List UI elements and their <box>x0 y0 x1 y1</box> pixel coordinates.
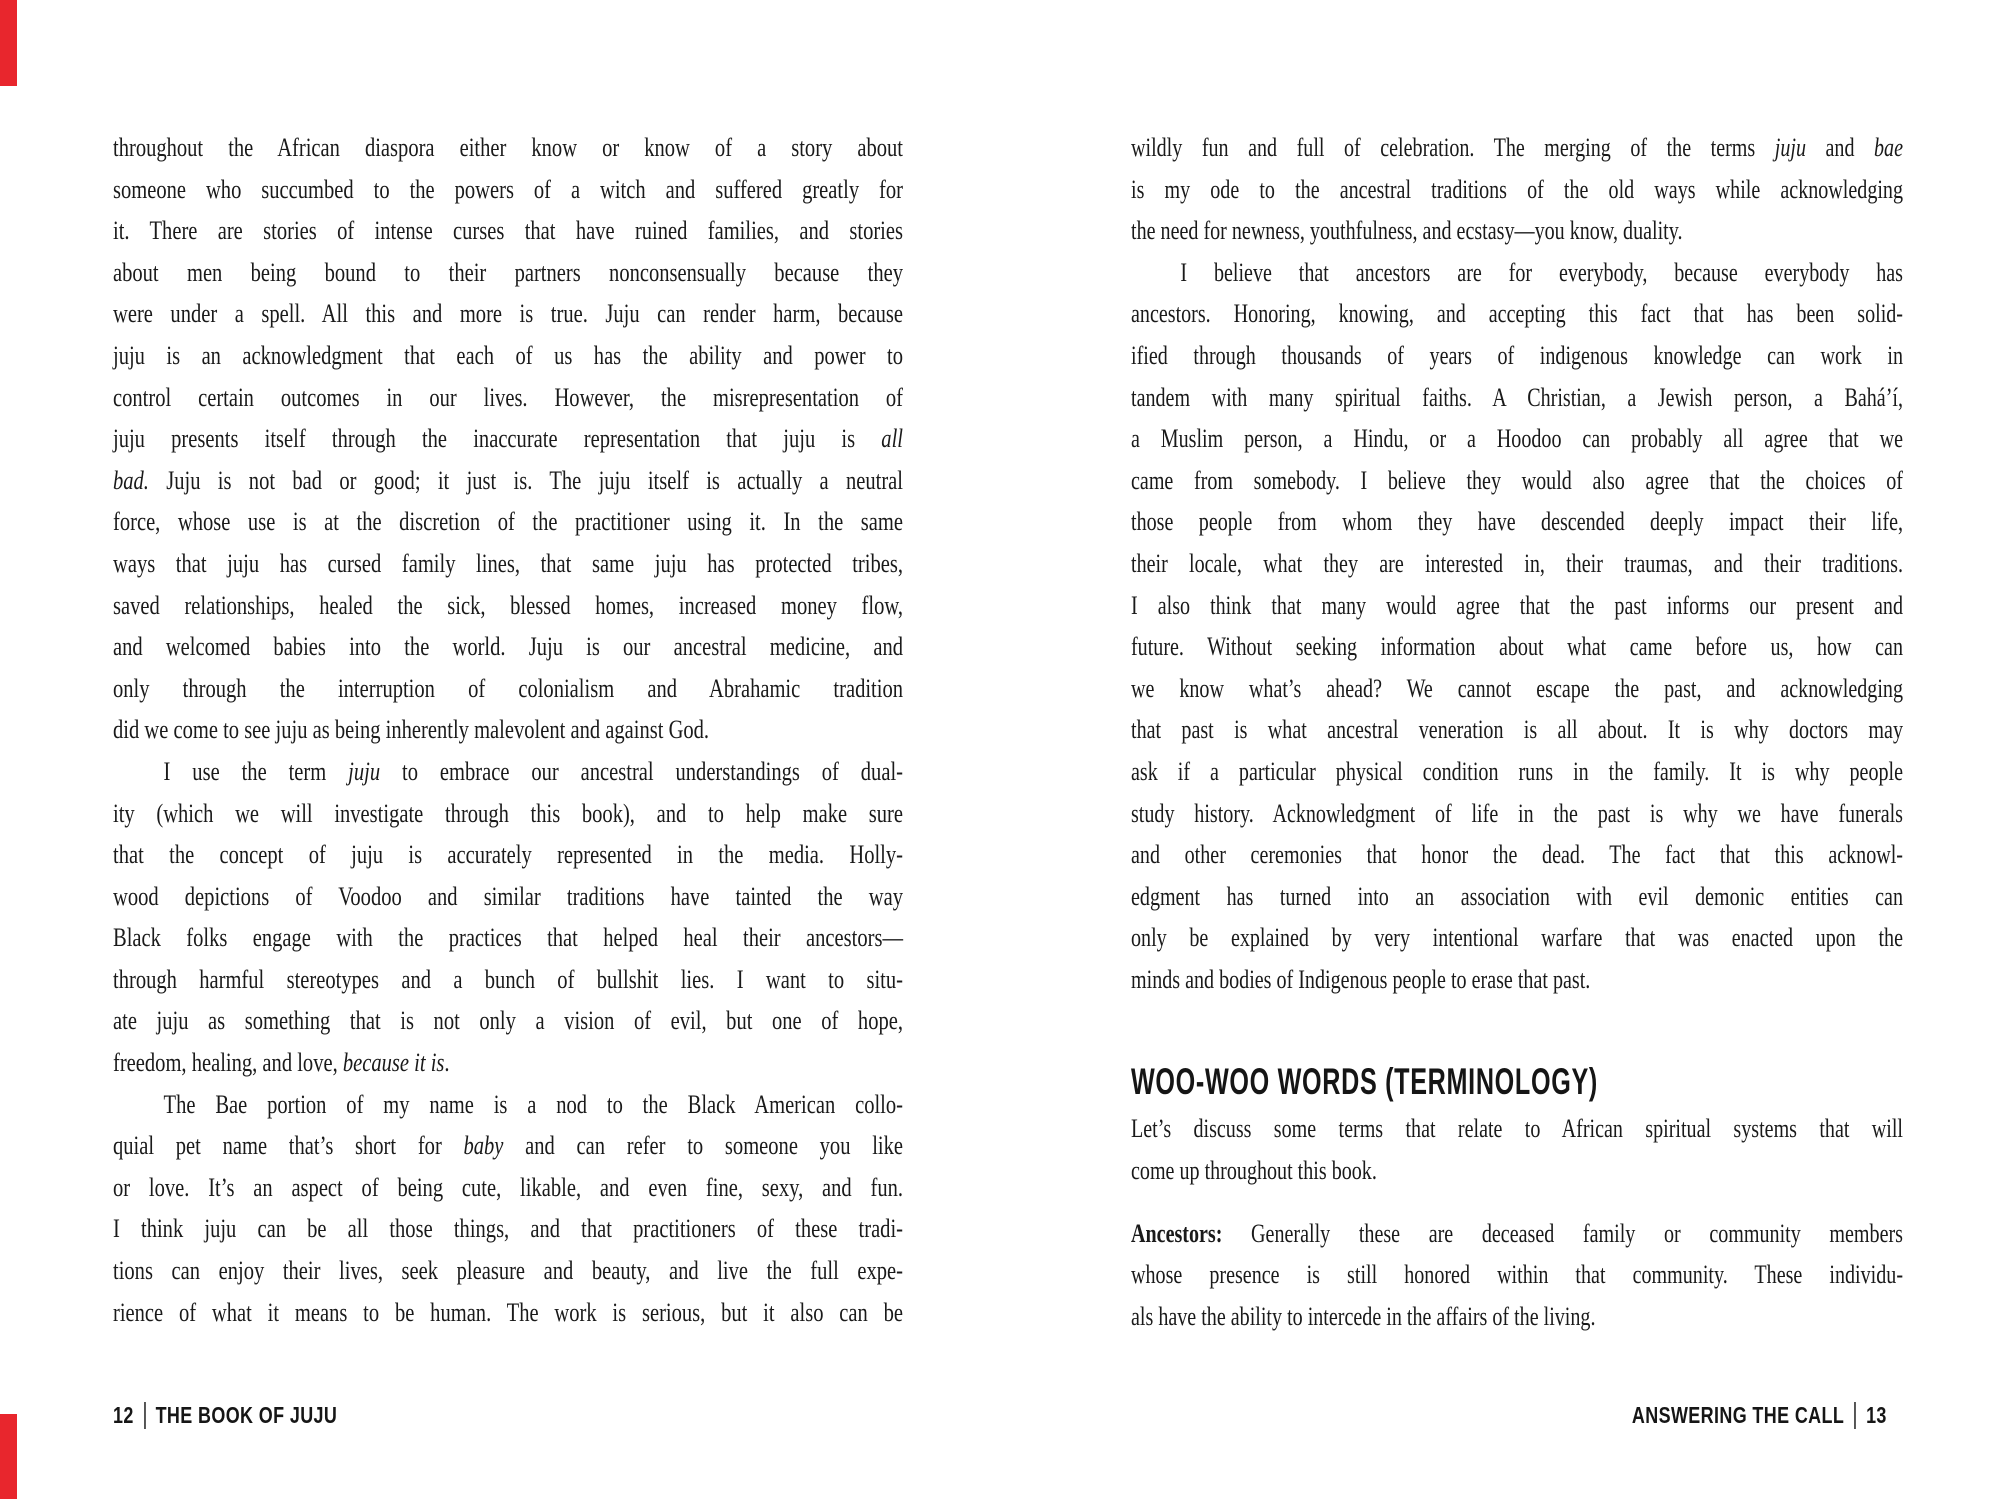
left-page-footer <box>113 1400 401 1430</box>
body-text: someone who succumbed to the powers of a witch and suffered greatly for <box>113 174 903 204</box>
text-line <box>113 751 903 793</box>
body-text: ancestors. Honoring, knowing, and accepting this fact that has been solid- <box>1131 299 1903 329</box>
section-intro <box>1131 1108 1903 1191</box>
left-running-title: THE BOOK OF JUJU <box>155 1402 338 1428</box>
text-line <box>113 169 903 211</box>
text-line <box>1131 751 1903 793</box>
body-text: and <box>1805 133 1875 162</box>
text-line <box>1131 1213 1903 1255</box>
text-line <box>113 1000 903 1042</box>
body-text: saved relationships, healed the sick, blessed homes, increased money flow, <box>113 590 903 620</box>
body-text: wood depictions of Voodoo and similar traditions have tainted the way <box>113 881 903 911</box>
body-text: it. There are stories of intense curses that have ruined families, and stories <box>113 216 903 246</box>
right-running-title: ANSWERING THE CALL <box>1632 1402 1845 1428</box>
body-text: ified through thousands of years of indigenous knowledge can work in <box>1131 340 1903 370</box>
body-text: to embrace our ancestral understandings of dual- <box>380 756 903 786</box>
body-text: Let’s discuss some terms that relate to African spiritual systems that will <box>1131 1114 1903 1144</box>
left-footer-content <box>113 1400 337 1430</box>
paragraph <box>1131 252 1903 1001</box>
text-line <box>113 1167 903 1209</box>
text-line <box>113 1084 903 1126</box>
body-text: or love. It’s an aspect of being cute, likable, and even fine, sexy, and fun. <box>113 1172 903 1202</box>
body-text: I believe that ancestors are for everybody, because everybody has <box>1180 257 1903 287</box>
body-text: is my ode to the ancestral traditions of the old ways while acknowledging <box>1131 174 1903 204</box>
body-text: and can refer to someone you like <box>503 1131 903 1161</box>
paragraph <box>1131 1213 1903 1338</box>
text-line <box>113 252 903 294</box>
body-text: ity (which we will investigate through this book), and to help make sure <box>113 798 903 828</box>
body-text: juju is an acknowledgment that each of us has the ability and power to <box>113 340 903 370</box>
body-text: Generally these are deceased family or community members <box>1251 1218 1903 1248</box>
body-text: Juju is not bad or good; it just is. The juju itself is actually a neutral <box>148 465 903 495</box>
text-line <box>113 460 903 502</box>
terminology-entry <box>1131 1213 1903 1338</box>
left-page-body <box>113 127 903 1333</box>
text-line <box>1131 585 1903 627</box>
text-line <box>1131 834 1903 876</box>
body-text: the need for newness, youthfulness, and ecstasy—you know, duality. <box>1131 216 1683 246</box>
text-line <box>1131 1108 1903 1150</box>
right-page-body <box>1131 127 1903 1000</box>
body-text: tandem with many spiritual faiths. A Christian, a Jewish person, a Bahá’í, <box>1131 382 1903 412</box>
body-text: I use the term <box>163 756 349 786</box>
text-line <box>1131 959 1903 1001</box>
text-line <box>1131 418 1903 460</box>
text-line <box>113 418 903 460</box>
body-text: through harmful stereotypes and a bunch of bullshit lies. I want to situ- <box>113 964 903 994</box>
text-line <box>113 1042 903 1084</box>
text-line <box>113 1292 903 1334</box>
body-text: ask if a particular physical condition runs in the family. It is why people <box>1131 756 1903 786</box>
body-text: control certain outcomes in our lives. However, the misrepresentation of <box>113 382 903 412</box>
right-page-text-column <box>1131 127 1903 1337</box>
body-text: whose presence is still honored within that community. These individu- <box>1131 1260 1903 1290</box>
body-text: wildly fun and full of celebration. The merging of the terms <box>1131 133 1775 162</box>
text-line <box>113 210 903 252</box>
text-line <box>113 501 903 543</box>
text-line <box>1131 127 1903 169</box>
text-line <box>1131 1296 1903 1338</box>
text-line <box>113 709 903 751</box>
right-page-number: 13 <box>1866 1402 1887 1428</box>
left-page-number: 12 <box>113 1402 134 1428</box>
footer-divider <box>144 1402 146 1429</box>
body-text: als have the ability to intercede in the affairs of the living. <box>1131 1301 1596 1331</box>
paragraph <box>113 127 903 751</box>
text-line <box>1131 876 1903 918</box>
text-line <box>1131 501 1903 543</box>
body-text: juju presents itself through the inaccurate representation that juju is <box>113 424 882 454</box>
paragraph <box>113 751 903 1084</box>
body-text: only be explained by very intentional warfare that was enacted upon the <box>1131 923 1903 953</box>
body-text: ate juju as something that is not only a vision of evil, but one of hope, <box>113 1006 903 1036</box>
text-line <box>1131 377 1903 419</box>
text-line <box>113 335 903 377</box>
body-text: that the concept of juju is accurately represented in the media. Holly- <box>113 840 903 870</box>
text-line <box>1131 252 1903 294</box>
text-line <box>113 127 903 169</box>
body-text: a Muslim person, a Hindu, or a Hoodoo can probably all agree that we <box>1131 424 1903 454</box>
left-page-text-column <box>113 127 903 1333</box>
body-text: and welcomed babies into the world. Juju is our ancestral medicine, and <box>113 632 903 662</box>
body-text: were under a spell. All this and more is true. Juju can render harm, because <box>113 299 903 329</box>
body-text: that past is what ancestral veneration is all about. It is why doctors may <box>1131 715 1903 745</box>
text-line <box>1131 709 1903 751</box>
text-line <box>113 377 903 419</box>
text-line <box>1131 335 1903 377</box>
body-text: came from somebody. I believe they would also agree that the choices of <box>1131 465 1903 495</box>
italic-text: juju <box>348 756 381 786</box>
text-line <box>113 293 903 335</box>
text-line <box>113 959 903 1001</box>
text-line <box>1131 210 1903 252</box>
body-text: and other ceremonies that honor the dead. The fact that this acknowl- <box>1131 840 1903 870</box>
text-line <box>1131 543 1903 585</box>
text-line <box>113 1125 903 1167</box>
body-text: about men being bound to their partners nonconsensually because they <box>113 257 903 287</box>
paragraph <box>1131 1108 1903 1191</box>
body-text: tions can enjoy their lives, seek pleasure and beauty, and live the full expe- <box>113 1256 903 1286</box>
text-line <box>1131 1150 1903 1192</box>
right-footer-content <box>1632 1400 1887 1430</box>
bold-term: Ancestors: <box>1131 1218 1252 1248</box>
body-text: minds and bodies of Indigenous people to erase that past. <box>1131 964 1591 994</box>
body-text: quial pet name that’s short for <box>113 1131 464 1161</box>
text-line <box>1131 293 1903 335</box>
paragraph <box>1131 127 1903 252</box>
text-line <box>113 793 903 835</box>
body-text: freedom, healing, and love, <box>113 1048 343 1078</box>
text-line <box>113 1208 903 1250</box>
body-text: study history. Acknowledgment of life in the past is why we have funerals <box>1131 798 1903 828</box>
body-text: we know what’s ahead? We cannot escape the past, and acknowledging <box>1131 673 1903 703</box>
text-line <box>1131 1254 1903 1296</box>
italic-text: baby <box>463 1131 504 1161</box>
text-line <box>113 626 903 668</box>
text-line <box>113 917 903 959</box>
text-line <box>1131 917 1903 959</box>
text-line <box>113 668 903 710</box>
text-line <box>1131 668 1903 710</box>
body-text: throughout the African diaspora either know or know of a story about <box>113 133 903 162</box>
section-heading-text: WOO-WOO WORDS (TERMINOLOGY) <box>1131 1061 1598 1103</box>
body-text: Black folks engage with the practices that helped heal their ancestors— <box>113 923 903 953</box>
italic-text: juju <box>1774 133 1806 162</box>
section-heading <box>1131 1062 1903 1102</box>
body-text: ways that juju has cursed family lines, that same juju has protected tribes, <box>113 548 903 578</box>
text-line <box>113 585 903 627</box>
body-text: future. Without seeking information about what came before us, how can <box>1131 632 1903 662</box>
right-page-footer <box>1560 1400 1887 1430</box>
text-line <box>1131 626 1903 668</box>
body-text: I think juju can be all those things, and that practitioners of these tradi- <box>113 1214 903 1244</box>
text-line <box>113 876 903 918</box>
body-text: I also think that many would agree that the past informs our present and <box>1131 590 1903 620</box>
body-text: those people from whom they have descended deeply impact their life, <box>1131 507 1903 537</box>
text-line <box>113 543 903 585</box>
footer-divider <box>1855 1402 1857 1429</box>
red-edge-tab-bottom <box>0 1414 17 1499</box>
body-text: edgment has turned into an association with evil demonic entities can <box>1131 881 1903 911</box>
paragraph <box>113 1084 903 1334</box>
italic-text: bae <box>1874 133 1903 162</box>
text-line <box>1131 793 1903 835</box>
body-text: rience of what it means to be human. The work is serious, but it also can be <box>113 1297 903 1327</box>
text-line <box>1131 460 1903 502</box>
text-line <box>113 834 903 876</box>
italic-text: because it is <box>342 1048 445 1078</box>
body-text: The Bae portion of my name is a nod to the Black American collo- <box>163 1089 903 1119</box>
italic-text: bad. <box>113 465 149 495</box>
red-edge-tab-top <box>0 0 17 86</box>
body-text: come up throughout this book. <box>1131 1156 1377 1186</box>
body-text: force, whose use is at the discretion of the practitioner using it. In the same <box>113 507 903 537</box>
body-text: their locale, what they are interested in, their traumas, and their traditions. <box>1131 548 1903 578</box>
body-text: . <box>444 1048 450 1078</box>
text-line <box>113 1250 903 1292</box>
body-text: only through the interruption of colonialism and Abrahamic tradition <box>113 673 903 703</box>
text-line <box>1131 169 1903 211</box>
body-text: did we come to see juju as being inherently malevolent and against God. <box>113 715 710 745</box>
italic-text: all <box>881 424 903 454</box>
